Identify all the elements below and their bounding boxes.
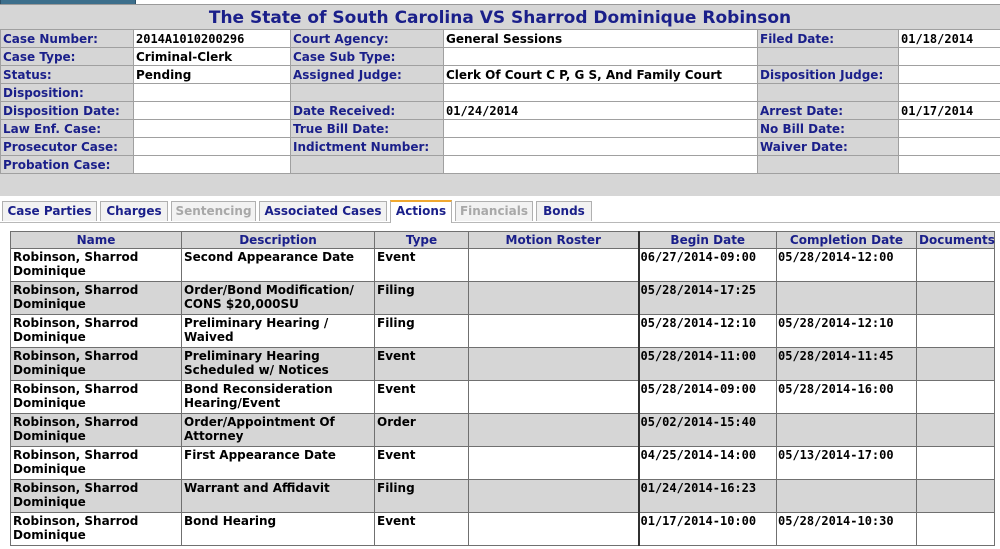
name-cell: Robinson, Sharrod Dominique [11,381,182,414]
col-header-begin-date[interactable]: Begin Date [639,232,777,249]
case-tabs [0,200,1000,223]
description-cell: Order/Bond Modification/ CONS $20,000SU [182,282,375,315]
empty-label [291,156,444,174]
motion-roster-cell [469,513,639,546]
empty-value [899,48,1000,66]
name-cell: Robinson, Sharrod Dominique [11,348,182,381]
tab-financials: Financials [455,201,533,221]
case-sub-type-label: Case Sub Type: [291,48,444,66]
table-row[interactable] [11,315,995,348]
filed-date-label: Filed Date: [758,30,899,48]
table-row[interactable] [11,480,995,513]
empty-value [899,156,1000,174]
begin-date-cell: 06/27/2014-09:00 [639,249,777,282]
page-title: The State of South Carolina VS Sharrod Dominique Robinson [208,8,792,28]
no-bill-date-label: No Bill Date: [758,120,899,138]
type-cell: Filing [375,282,469,315]
disposition-date-label: Disposition Date: [1,102,134,120]
empty-value [899,84,1000,102]
name-cell: Robinson, Sharrod Dominique [11,282,182,315]
name-cell: Robinson, Sharrod Dominique [11,480,182,513]
motion-roster-cell [469,282,639,315]
description-cell: Bond Reconsideration Hearing/Event [182,381,375,414]
type-cell: Event [375,348,469,381]
completion-date-cell [777,282,917,315]
table-row[interactable] [11,282,995,315]
empty-label [291,84,444,102]
type-cell: Event [375,447,469,480]
type-cell: Event [375,513,469,546]
type-cell: Filing [375,315,469,348]
tab-bonds[interactable]: Bonds [536,201,592,221]
prosecutor-case-value [134,138,291,156]
type-cell: Event [375,381,469,414]
motion-roster-cell [469,348,639,381]
col-header-documents[interactable]: Documents [917,232,995,249]
description-cell: Second Appearance Date [182,249,375,282]
completion-date-cell [777,414,917,447]
begin-date-cell: 01/24/2014-16:23 [639,480,777,513]
motion-roster-cell [469,381,639,414]
empty-label [758,84,899,102]
begin-date-cell: 05/02/2014-15:40 [639,414,777,447]
assigned-judge-value: Clerk Of Court C P, G S, And Family Court [444,66,758,84]
table-row[interactable] [11,414,995,447]
begin-date-cell: 04/25/2014-14:00 [639,447,777,480]
documents-cell [917,282,995,315]
completion-date-cell: 05/28/2014-16:00 [777,381,917,414]
case-type-label: Case Type: [1,48,134,66]
date-received-label: Date Received: [291,102,444,120]
documents-cell [917,480,995,513]
documents-cell [917,447,995,480]
disposition-judge-value [899,66,1000,84]
disposition-value [134,84,291,102]
name-cell: Robinson, Sharrod Dominique [11,414,182,447]
disposition-date-value [134,102,291,120]
col-header-completion-date[interactable]: Completion Date [777,232,917,249]
tab-sentencing: Sentencing [171,201,256,221]
true-bill-date-label: True Bill Date: [291,120,444,138]
documents-cell [917,381,995,414]
description-cell: Preliminary Hearing Scheduled w/ Notices [182,348,375,381]
date-received-value: 01/24/2014 [444,102,758,120]
begin-date-cell: 05/28/2014-12:10 [639,315,777,348]
completion-date-cell: 05/28/2014-12:00 [777,249,917,282]
motion-roster-cell [469,315,639,348]
begin-date-cell: 01/17/2014-10:00 [639,513,777,546]
filed-date-value: 01/18/2014 [899,30,1000,48]
case-number-label: Case Number: [1,30,134,48]
documents-cell [917,249,995,282]
begin-date-cell: 05/28/2014-11:00 [639,348,777,381]
documents-cell [917,414,995,447]
arrest-date-value: 01/17/2014 [899,102,1000,120]
probation-case-label: Probation Case: [1,156,134,174]
law-enf-case-label: Law Enf. Case: [1,120,134,138]
empty-label [758,156,899,174]
case-type-value: Criminal-Clerk [134,48,291,66]
completion-date-cell: 05/28/2014-11:45 [777,348,917,381]
case-number-value: 2014A1010200296 [134,30,291,48]
table-row[interactable] [11,447,995,480]
table-row[interactable] [11,348,995,381]
begin-date-cell: 05/28/2014-17:25 [639,282,777,315]
type-cell: Event [375,249,469,282]
col-header-name[interactable]: Name [11,232,182,249]
status-label: Status: [1,66,134,84]
completion-date-cell: 05/28/2014-12:10 [777,315,917,348]
prosecutor-case-label: Prosecutor Case: [1,138,134,156]
assigned-judge-label: Assigned Judge: [291,66,444,84]
col-header-description[interactable]: Description [182,232,375,249]
empty-label [758,48,899,66]
court-agency-value: General Sessions [444,30,758,48]
description-cell: Order/Appointment Of Attorney [182,414,375,447]
tab-charges[interactable]: Charges [100,201,168,221]
col-header-motion-roster[interactable]: Motion Roster [469,232,639,249]
description-cell: Warrant and Affidavit [182,480,375,513]
motion-roster-cell [469,414,639,447]
disposition-judge-label: Disposition Judge: [758,66,899,84]
name-cell: Robinson, Sharrod Dominique [11,315,182,348]
documents-cell [917,348,995,381]
description-cell: Bond Hearing [182,513,375,546]
empty-value [444,84,758,102]
completion-date-cell: 05/28/2014-10:30 [777,513,917,546]
motion-roster-cell [469,249,639,282]
waiver-date-value [899,138,1000,156]
begin-date-cell: 05/28/2014-09:00 [639,381,777,414]
court-agency-label: Court Agency: [291,30,444,48]
status-value: Pending [134,66,291,84]
tab-associated-cases[interactable]: Associated Cases [259,201,387,221]
name-cell: Robinson, Sharrod Dominique [11,513,182,546]
table-row[interactable] [11,249,995,282]
disposition-label: Disposition: [1,84,134,102]
col-header-type[interactable]: Type [375,232,469,249]
table-row[interactable] [11,513,995,546]
empty-value [444,156,758,174]
type-cell: Filing [375,480,469,513]
actions-header-row [11,232,995,249]
waiver-date-label: Waiver Date: [758,138,899,156]
completion-date-cell [777,480,917,513]
documents-cell [917,513,995,546]
case-sub-type-value [444,48,758,66]
name-cell: Robinson, Sharrod Dominique [11,447,182,480]
table-row[interactable] [11,381,995,414]
description-cell: Preliminary Hearing / Waived [182,315,375,348]
indictment-number-value [444,138,758,156]
case-info-table [0,29,1000,174]
motion-roster-cell [469,447,639,480]
completion-date-cell: 05/13/2014-17:00 [777,447,917,480]
motion-roster-cell [469,480,639,513]
tab-case-parties[interactable]: Case Parties [2,201,97,221]
description-cell: First Appearance Date [182,447,375,480]
tab-actions[interactable]: Actions [390,200,452,223]
arrest-date-label: Arrest Date: [758,102,899,120]
no-bill-date-value [899,120,1000,138]
documents-cell [917,315,995,348]
probation-case-value [134,156,291,174]
law-enf-case-value [134,120,291,138]
indictment-number-label: Indictment Number: [291,138,444,156]
name-cell: Robinson, Sharrod Dominique [11,249,182,282]
type-cell: Order [375,414,469,447]
true-bill-date-value [444,120,758,138]
actions-table [10,231,995,546]
